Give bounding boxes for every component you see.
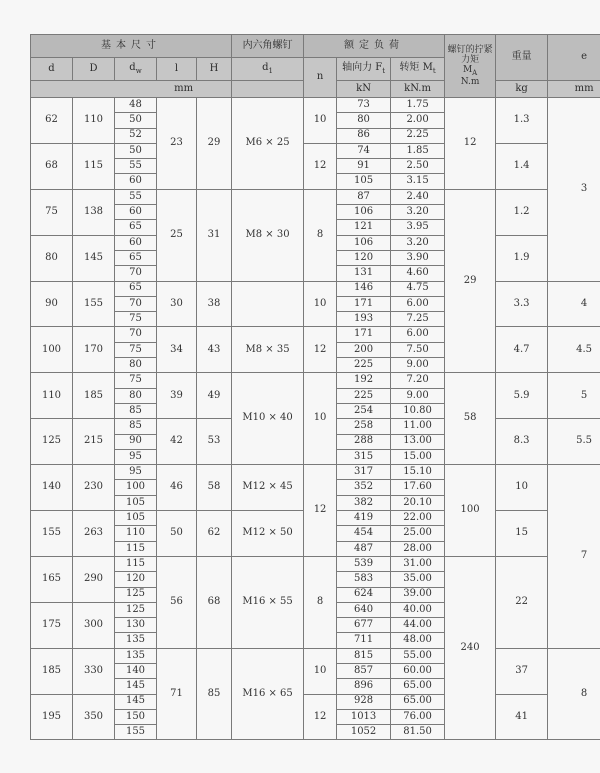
cell-axial-force: 171 [337,296,391,311]
cell-H: 53 [197,419,232,465]
cell-axial-force: 193 [337,312,391,327]
cell-D: 230 [73,465,115,511]
cell-axial-force: 1052 [337,725,391,740]
cell-torque: 9.00 [391,388,445,403]
cell-axial-force: 254 [337,403,391,418]
cell-l: 71 [157,648,197,740]
ring-clamp-spec-table [30,34,600,740]
col-l: l [157,58,197,81]
cell-torque: 6.00 [391,327,445,342]
cell-axial-force: 640 [337,602,391,617]
cell-torque: 20.10 [391,495,445,510]
cell-axial-force: 225 [337,358,391,373]
cell-axial-force: 539 [337,556,391,571]
cell-screw: M8 × 35 [232,327,304,373]
cell-torque: 4.75 [391,281,445,296]
cell-axial-force: 624 [337,587,391,602]
cell-n: 10 [304,98,337,144]
cell-tightening-torque: 100 [445,465,496,557]
cell-axial-force: 121 [337,220,391,235]
cell-dw: 85 [115,403,157,418]
cell-axial-force: 419 [337,511,391,526]
cell-axial-force: 74 [337,143,391,158]
cell-axial-force: 225 [337,388,391,403]
cell-weight: 4.7 [496,327,548,373]
cell-D: 330 [73,648,115,694]
table-row [31,556,600,571]
cell-axial-force: 711 [337,633,391,648]
cell-weight: 8.3 [496,419,548,465]
cell-torque: 6.00 [391,296,445,311]
cell-torque: 2.40 [391,189,445,204]
e-unit: mm [548,81,600,98]
cell-weight: 5.9 [496,373,548,419]
table-row [31,465,600,480]
cell-axial-force: 146 [337,281,391,296]
cell-H: 38 [197,281,232,327]
cell-dw: 65 [115,220,157,235]
cell-D: 215 [73,419,115,465]
cell-screw: M16 × 55 [232,556,304,648]
cell-dw: 125 [115,602,157,617]
cell-torque: 55.00 [391,648,445,663]
cell-screw [232,281,304,327]
cell-H: 43 [197,327,232,373]
cell-n: 10 [304,373,337,465]
cell-torque: 4.60 [391,266,445,281]
cell-d: 68 [31,143,73,189]
cell-D: 185 [73,373,115,419]
tightening-torque-symbol: $M_A$ [462,65,478,78]
cell-e: 4 [548,281,600,327]
cell-axial-force: 815 [337,648,391,663]
table-row [31,143,600,158]
cell-axial-force: 86 [337,128,391,143]
col-H: H [197,58,232,81]
cell-dw: 130 [115,618,157,633]
cell-torque: 15.00 [391,449,445,464]
cell-dw: 90 [115,434,157,449]
cell-weight: 1.9 [496,235,548,281]
table-row [31,189,600,204]
cell-axial-force: 487 [337,541,391,556]
cell-D: 155 [73,281,115,327]
cell-H: 68 [197,556,232,648]
tightening-torque-header [445,35,496,98]
cell-e: 5.5 [548,419,600,465]
cell-D: 350 [73,694,115,740]
cell-d: 62 [31,98,73,144]
cell-torque: 35.00 [391,572,445,587]
cell-dw: 100 [115,480,157,495]
cell-torque: 76.00 [391,709,445,724]
hex-screw-header: 内六角螺钉 [232,35,304,58]
cell-H: 62 [197,511,232,557]
cell-tightening-torque: 240 [445,556,496,740]
cell-axial-force: 315 [337,449,391,464]
cell-D: 300 [73,602,115,648]
cell-d: 175 [31,602,73,648]
cell-dw: 60 [115,235,157,250]
cell-dw: 75 [115,342,157,357]
cell-axial-force: 171 [337,327,391,342]
rated-load-header: 额定负荷 [304,35,445,58]
cell-dw: 145 [115,679,157,694]
cell-d: 195 [31,694,73,740]
cell-screw: M8 × 30 [232,189,304,281]
cell-axial-force: 80 [337,113,391,128]
tightening-torque-unit: N.m [460,77,480,88]
cell-axial-force: 192 [337,373,391,388]
cell-tightening-torque: 29 [445,189,496,373]
cell-H: 29 [197,98,232,190]
cell-d: 140 [31,465,73,511]
cell-torque: 28.00 [391,541,445,556]
cell-torque: 65.00 [391,694,445,709]
cell-d: 90 [31,281,73,327]
cell-axial-force: 73 [337,98,391,113]
cell-torque: 39.00 [391,587,445,602]
cell-torque: 17.60 [391,480,445,495]
cell-dw: 135 [115,633,157,648]
cell-torque: 2.50 [391,159,445,174]
cell-torque: 2.25 [391,128,445,143]
cell-l: 25 [157,189,197,281]
cell-axial-force: 454 [337,526,391,541]
cell-d: 185 [31,648,73,694]
cell-axial-force: 928 [337,694,391,709]
col-d1: $d_1$ [232,58,304,81]
mm-unit: mm [31,81,232,98]
cell-l: 50 [157,511,197,557]
cell-dw: 80 [115,358,157,373]
cell-d: 110 [31,373,73,419]
weight-unit: kg [496,81,548,98]
basic-dimensions-header: 基本尺寸 [31,35,232,58]
cell-torque: 13.00 [391,434,445,449]
cell-axial-force: 91 [337,159,391,174]
cell-axial-force: 200 [337,342,391,357]
cell-torque: 81.50 [391,725,445,740]
cell-D: 263 [73,511,115,557]
cell-axial-force: 105 [337,174,391,189]
table-row [31,327,600,342]
cell-dw: 125 [115,587,157,602]
cell-dw: 70 [115,296,157,311]
cell-dw: 115 [115,556,157,571]
cell-axial-force: 352 [337,480,391,495]
cell-dw: 110 [115,526,157,541]
cell-dw: 60 [115,205,157,220]
cell-axial-force: 120 [337,250,391,265]
cell-screw: M16 × 65 [232,648,304,740]
cell-torque: 3.20 [391,205,445,220]
cell-l: 30 [157,281,197,327]
cell-dw: 85 [115,419,157,434]
cell-D: 170 [73,327,115,373]
cell-weight: 41 [496,694,548,740]
cell-axial-force: 317 [337,465,391,480]
cell-torque: 10.80 [391,403,445,418]
axial-force-unit: kN [337,81,391,98]
table-row [31,648,600,663]
cell-torque: 3.15 [391,174,445,189]
cell-axial-force: 1013 [337,709,391,724]
weight-header: 重量 [496,35,548,81]
cell-dw: 140 [115,663,157,678]
cell-screw: M12 × 50 [232,511,304,557]
cell-axial-force: 258 [337,419,391,434]
cell-weight: 1.4 [496,143,548,189]
cell-dw: 145 [115,694,157,709]
cell-l: 56 [157,556,197,648]
cell-torque: 65.00 [391,679,445,694]
cell-torque: 2.00 [391,113,445,128]
torque-unit: kN.m [391,81,445,98]
cell-torque: 11.00 [391,419,445,434]
cell-dw: 60 [115,174,157,189]
cell-screw: M10 × 40 [232,373,304,465]
cell-dw: 48 [115,98,157,113]
cell-dw: 105 [115,511,157,526]
cell-l: 39 [157,373,197,419]
cell-torque: 3.90 [391,250,445,265]
table-row [31,694,600,709]
cell-n: 12 [304,143,337,189]
cell-dw: 95 [115,449,157,464]
cell-torque: 7.20 [391,373,445,388]
tightening-torque-label: 螺钉的拧紧力矩 [447,44,493,65]
cell-torque: 1.75 [391,98,445,113]
cell-l: 23 [157,98,197,190]
cell-e: 7 [548,465,600,649]
cell-H: 85 [197,648,232,740]
cell-torque: 7.50 [391,342,445,357]
cell-D: 138 [73,189,115,235]
cell-n: 8 [304,189,337,281]
cell-dw: 55 [115,159,157,174]
cell-axial-force: 677 [337,618,391,633]
cell-weight: 10 [496,465,548,511]
cell-weight: 15 [496,511,548,557]
cell-torque: 7.25 [391,312,445,327]
cell-l: 42 [157,419,197,465]
cell-dw: 55 [115,189,157,204]
table-row [31,98,600,113]
cell-n: 12 [304,694,337,740]
cell-D: 115 [73,143,115,189]
cell-axial-force: 382 [337,495,391,510]
cell-torque: 25.00 [391,526,445,541]
cell-d: 75 [31,189,73,235]
e-header: e [548,35,600,81]
cell-axial-force: 106 [337,205,391,220]
cell-axial-force: 87 [337,189,391,204]
col-n: n [304,58,337,98]
cell-d: 80 [31,235,73,281]
cell-e: 4.5 [548,327,600,373]
cell-dw: 50 [115,143,157,158]
cell-axial-force: 857 [337,663,391,678]
cell-torque: 3.20 [391,235,445,250]
cell-n: 10 [304,281,337,327]
cell-H: 49 [197,373,232,419]
table-row [31,281,600,296]
cell-l: 34 [157,327,197,373]
cell-H: 58 [197,465,232,511]
cell-e: 3 [548,98,600,282]
col-d: d [31,58,73,81]
cell-d: 100 [31,327,73,373]
cell-dw: 50 [115,113,157,128]
col-dw: $d_w$ [115,58,157,81]
cell-D: 290 [73,556,115,602]
cell-n: 12 [304,465,337,557]
cell-axial-force: 896 [337,679,391,694]
col-torque: 转矩 $M_t$ [391,58,445,81]
cell-weight: 22 [496,556,548,648]
cell-n: 12 [304,327,337,373]
cell-axial-force: 106 [337,235,391,250]
cell-dw: 75 [115,373,157,388]
cell-torque: 1.85 [391,143,445,158]
cell-l: 46 [157,465,197,511]
cell-e: 5 [548,373,600,419]
cell-n: 10 [304,648,337,694]
table-row [31,373,600,388]
col-D: D [73,58,115,81]
cell-dw: 155 [115,725,157,740]
cell-d: 165 [31,556,73,602]
cell-torque: 40.00 [391,602,445,617]
cell-d: 125 [31,419,73,465]
cell-n: 8 [304,556,337,648]
cell-d: 155 [31,511,73,557]
screw-unit-blank [232,81,304,98]
cell-torque: 22.00 [391,511,445,526]
col-axial-force: 轴向力 $F_t$ [337,58,391,81]
cell-H: 31 [197,189,232,281]
cell-dw: 135 [115,648,157,663]
cell-dw: 80 [115,388,157,403]
cell-weight: 1.2 [496,189,548,235]
cell-torque: 9.00 [391,358,445,373]
cell-weight: 3.3 [496,281,548,327]
cell-screw: M12 × 45 [232,465,304,511]
cell-dw: 52 [115,128,157,143]
cell-axial-force: 131 [337,266,391,281]
cell-screw: M6 × 25 [232,98,304,190]
cell-D: 110 [73,98,115,144]
cell-torque: 31.00 [391,556,445,571]
cell-torque: 60.00 [391,663,445,678]
cell-dw: 70 [115,266,157,281]
cell-dw: 95 [115,465,157,480]
cell-weight: 37 [496,648,548,694]
cell-axial-force: 288 [337,434,391,449]
cell-weight: 1.3 [496,98,548,144]
cell-torque: 44.00 [391,618,445,633]
cell-torque: 15.10 [391,465,445,480]
cell-dw: 75 [115,312,157,327]
cell-torque: 48.00 [391,633,445,648]
cell-D: 145 [73,235,115,281]
cell-axial-force: 583 [337,572,391,587]
cell-dw: 115 [115,541,157,556]
cell-torque: 3.95 [391,220,445,235]
cell-tightening-torque: 12 [445,98,496,190]
cell-dw: 65 [115,281,157,296]
cell-e: 8 [548,648,600,740]
cell-tightening-torque: 58 [445,373,496,465]
cell-dw: 105 [115,495,157,510]
cell-dw: 120 [115,572,157,587]
cell-dw: 150 [115,709,157,724]
cell-dw: 65 [115,250,157,265]
cell-dw: 70 [115,327,157,342]
